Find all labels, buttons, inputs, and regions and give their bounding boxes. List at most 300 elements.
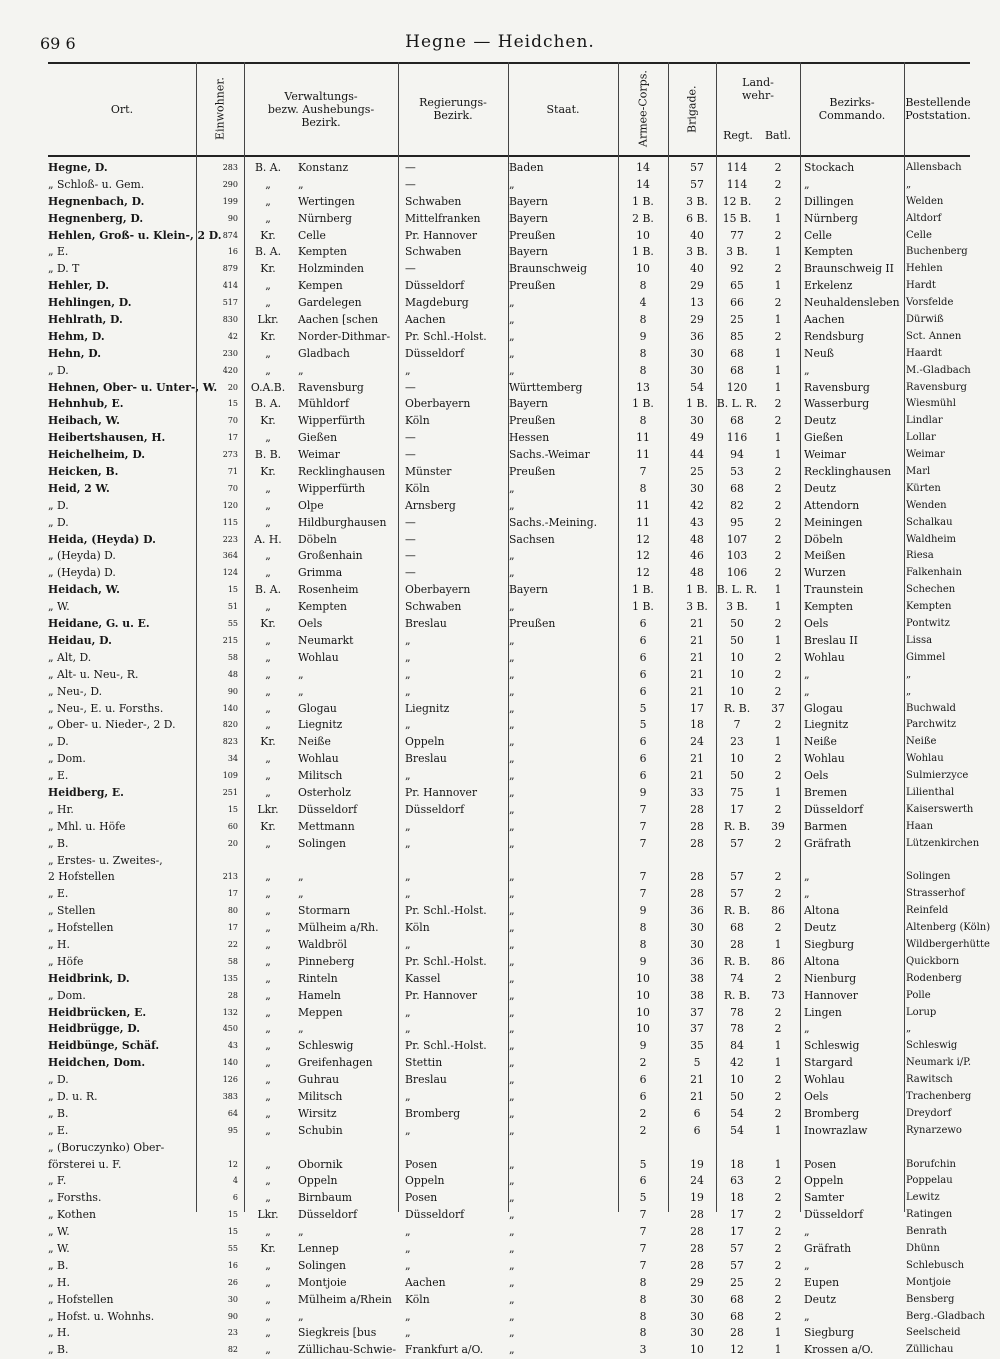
cell-po: Montjoie [906,1276,951,1288]
cell-ort: Heidane, G. u. E. [48,617,150,631]
cell-bz: Stockach [804,161,855,174]
cell-ew: 48 [227,669,238,679]
cell-vab: Kr. [260,465,276,479]
cell-po: Welden [906,195,944,207]
cell-vb: Norder-Dithmar- [298,329,391,343]
cell-po: Sct. Annen [906,330,962,342]
cell-bz: Deutz [804,1292,837,1306]
table-row [48,1309,985,1326]
cell-vab: „ [265,1174,271,1188]
cell-ew: 15 [227,1227,238,1237]
cell-ew: 251 [222,787,238,797]
table-row [48,498,970,515]
cell-ort: „ Dom. [48,988,86,1002]
cell-po: Wildbergerhütte [906,938,990,950]
cell-bg: 37 [690,1022,704,1036]
cell-vab: Kr. [260,329,276,343]
cell-rb: Düsseldorf [405,279,465,293]
cell-rg: 23 [730,735,744,749]
cell-ak: 7 [639,1258,647,1272]
cell-bz: „ [804,1022,810,1036]
cell-st: „ [509,701,515,715]
cell-bg: 21 [690,769,704,783]
cell-bt: 2 [774,870,782,884]
cell-bg: 25 [690,465,704,479]
cell-st: „ [509,1039,515,1053]
cell-vab: „ [265,1073,271,1087]
cell-rg: 84 [730,1039,744,1053]
cell-ew: 42 [227,331,238,341]
cell-st: „ [509,363,515,377]
cell-bz: Wohlau [804,650,845,664]
cell-vb: Stormarn [298,904,351,918]
cell-po: Dreydorf [906,1107,952,1119]
cell-bz: Stargard [804,1056,853,1070]
cell-rb: — [405,549,416,563]
cell-bt: 2 [774,718,782,732]
cell-vab: „ [265,211,271,225]
cell-ak: 10 [636,228,650,242]
cell-bt: 86 [771,954,785,968]
cell-ak: 8 [639,346,647,360]
cell-vab: „ [265,988,271,1002]
cell-vb: Mülheim a/Rhein [298,1292,392,1306]
cell-vab: „ [265,650,271,664]
cell-ew: 115 [222,517,238,527]
cell-bt: 2 [774,296,782,310]
cell-vb: Nürnberg [298,211,352,225]
cell-st: Sachsen [509,532,555,546]
cell-bg: 28 [690,870,704,884]
cell-rg: 78 [730,1022,744,1036]
cell-ak: 6 [639,735,647,749]
cell-st: „ [509,1191,515,1205]
cell-bg: 33 [690,785,704,799]
cell-vab: B. B. [254,448,282,462]
cell-vb: Hameln [298,988,341,1002]
cell-ort: „ Hofstellen [48,1292,114,1306]
cell-ak: 10 [636,262,650,276]
cell-rb: „ [405,1123,411,1137]
cell-rb: Köln [405,414,430,428]
cell-ort: „ H. [48,1275,70,1289]
cell-ort: „ Hofst. u. Wohnhs. [48,1309,155,1323]
cell-rg: 106 [726,566,748,580]
cell-ew: 823 [222,737,238,747]
cell-ew: 20 [227,382,238,392]
table-row [48,1123,970,1140]
cell-bz: Liegnitz [804,718,849,732]
cell-ak: 5 [639,1157,647,1171]
cell-bg: 3 B. [686,245,708,259]
cell-ew: 132 [222,1007,238,1017]
cell-ak: 2 [639,1123,647,1137]
cell-rg: 17 [730,1225,744,1239]
cell-bt: 2 [774,1242,782,1255]
cell-bz: Oels [804,769,829,783]
cell-bz: Kempten [804,245,853,259]
cell-ak: 13 [636,380,650,394]
cell-vab: „ [265,954,271,968]
cell-vb: Solingen [298,1258,347,1272]
cell-ort: Heidach, W. [48,583,120,597]
cell-vb: „ [298,177,304,191]
cell-rg: 65 [730,279,744,293]
cell-bz: Gießen [804,431,844,445]
cell-st: Braunschweig [509,262,587,276]
cell-vb: „ [298,363,304,377]
cell-vab: Kr. [260,262,276,276]
cell-st: Bayern [509,397,548,411]
cell-ew: 80 [227,906,238,916]
cell-po: Falkenhain [906,567,962,579]
cell-st: Württemberg [509,380,583,394]
cell-ak: 10 [636,1022,650,1036]
cell-vab: „ [265,1089,271,1103]
table-row [48,160,970,177]
cell-vb: Konstanz [298,161,349,174]
cell-po: Hehlen [906,263,943,275]
table-row [48,565,970,582]
cell-rg: 68 [730,346,744,360]
cell-rb: „ [405,937,411,951]
table-row [48,954,970,971]
cell-ort: „ D. [48,515,69,529]
cell-vab: „ [265,431,271,445]
table-row [48,380,970,397]
cell-bz: Gräfrath [804,836,852,850]
cell-rb: Oberbayern [405,397,471,411]
cell-ew: 90 [227,686,238,696]
cell-bz: Döbeln [804,532,843,546]
cell-bz: Posen [804,1157,837,1171]
cell-st: „ [509,1275,515,1289]
cell-rb: Köln [405,481,430,495]
cell-bz: „ [804,870,810,884]
cell-ort: Heidbrügge, D. [48,1022,141,1036]
cell-vab: Kr. [260,228,276,242]
cell-bz: „ [804,1225,810,1239]
cell-st: „ [509,633,515,647]
cell-po: Lorup [906,1006,937,1018]
cell-st: „ [509,1326,515,1340]
cell-ak: 7 [639,836,647,850]
cell-ort: Hegnenbach, D. [48,194,145,208]
cell-vb: Glogau [298,701,337,715]
cell-rg: 116 [726,431,748,445]
cell-ew: 383 [222,1091,238,1101]
cell-rb: Düsseldorf [405,1208,465,1222]
cell-ort: „ D. u. R. [48,1089,98,1103]
cell-rb: „ [405,718,411,732]
cell-rg: 57 [730,887,744,901]
cell-rb: Bromberg [405,1106,461,1120]
cell-bt: 1 [774,245,782,259]
cell-rg: 53 [730,465,744,479]
cell-ew: 17 [227,923,238,933]
cell-bz: „ [804,887,810,901]
cell-vb: Militsch [298,769,343,783]
cell-ort: „ B. [48,1343,69,1357]
cell-ak: 6 [639,650,647,664]
table-row [48,1190,970,1207]
table-row [48,667,970,684]
cell-bt: 2 [774,161,782,174]
cell-vab: „ [265,836,271,850]
cell-ew: 517 [222,298,238,308]
cell-rb: „ [405,887,411,901]
cell-bg: 6 [693,1106,701,1120]
cell-ak: 6 [639,617,647,631]
cell-po: Kempten [906,601,952,613]
table-row [48,1072,970,1089]
cell-ort: „ W. [48,600,70,614]
cell-ort: „ E. [48,769,69,783]
table-row [48,1207,970,1224]
cell-vb: Schubin [298,1123,343,1137]
table-row [48,295,970,312]
cell-bg: 21 [690,617,704,631]
cell-po: Polle [906,989,931,1001]
table-row [48,633,970,650]
header-regt: Regt. [723,128,753,142]
table-row [48,413,970,430]
table-row [48,734,970,751]
cell-ort: Hehlrath, D. [48,313,123,327]
cell-ew: 95 [227,1125,238,1135]
cell-bg: 36 [690,329,704,343]
cell-vb: Düsseldorf [298,802,358,816]
cell-po: Buchenberg [906,246,968,258]
cell-ort: „ B. [48,836,69,850]
cell-ew: 15 [227,585,238,595]
cell-st: „ [509,1242,515,1255]
cell-rg: 82 [730,498,744,512]
cell-vb: Mettmann [298,819,355,833]
table-row [48,751,970,768]
cell-ak: 2 B. [632,211,654,225]
table-row [48,853,970,870]
cell-bg: 30 [690,414,704,428]
cell-bz: „ [804,667,810,681]
cell-rg: 95 [730,515,744,529]
cell-vab: O.A.B. [250,380,286,394]
table-row [48,312,970,329]
cell-ew: 290 [222,179,238,189]
cell-po: Ravensburg [906,381,967,393]
table-row [48,261,970,278]
cell-rb: Arnsberg [405,498,456,512]
cell-vb: „ [298,887,304,901]
cell-po: Reinfeld [906,905,949,917]
cell-bt: 2 [774,481,782,495]
cell-ort: Hehlingen, D. [48,296,132,310]
cell-ort: Hehn, D. [48,346,102,360]
cell-rg: 75 [730,785,744,799]
cell-st: „ [509,1208,515,1222]
cell-ort: „ H. [48,1326,70,1340]
cell-ew: 34 [227,754,238,764]
cell-rb: „ [405,684,411,698]
cell-ew: 15 [227,399,238,409]
cell-vb: Pinneberg [298,954,355,968]
cell-rb: „ [405,667,411,681]
cell-ew: 64 [227,1108,238,1118]
cell-ort: „ D. [48,498,69,512]
cell-bg: 28 [690,1225,704,1239]
cell-ew: 51 [227,602,238,612]
cell-st: „ [509,1089,515,1103]
cell-rg: 114 [726,177,748,191]
cell-po: Vorsfelde [906,297,954,309]
cell-vab: „ [265,1258,271,1272]
cell-bg: 43 [690,515,704,529]
table-row [48,532,970,549]
cell-st: „ [509,481,515,495]
cell-po: Dürwiß [906,314,944,326]
cell-ort: „ Ober- u. Nieder-, 2 D. [48,718,176,732]
cell-vb: Weimar [298,448,340,462]
cell-ort: „ D. [48,735,69,749]
cell-po: Pontwitz [906,618,950,630]
cell-vab: „ [265,921,271,935]
cell-vb: Neumarkt [298,633,354,647]
cell-vb: Ravensburg [298,380,364,394]
cell-ak: 5 [639,701,647,715]
cell-ak: 2 [639,1106,647,1120]
cell-vab: B. A. [254,161,282,174]
table-row [48,228,970,245]
cell-bz: Oels [804,617,829,631]
cell-po: Schlebusch [906,1259,965,1271]
cell-po: Weimar [906,449,945,461]
cell-po: Riesa [906,550,934,562]
cell-ort: Heidbünge, Schäf. [48,1039,160,1053]
cell-bg: 21 [690,667,704,681]
cell-rg: 10 [730,1073,744,1087]
cell-vb: Meppen [298,1005,343,1019]
cell-st: „ [509,600,515,614]
cell-ak: 8 [639,921,647,935]
cell-vab: „ [265,346,271,360]
cell-ak: 8 [639,1292,647,1306]
cell-bz: Aachen [804,313,845,327]
cell-vb: Aachen [schen [298,313,379,327]
cell-bg: 54 [690,380,704,394]
cell-ew: 20 [227,838,238,848]
cell-ort: Hegne, D. [48,161,108,174]
cell-rg: R. B. [723,988,751,1002]
cell-bg: 10 [690,1343,704,1357]
table-row [48,1292,970,1309]
cell-ak: 7 [639,870,647,884]
cell-vab: „ [265,296,271,310]
cell-st: „ [509,346,515,360]
table-row [48,869,970,886]
cell-bt: 1 [774,1157,782,1171]
table-row [48,1241,970,1258]
cell-ak: 5 [639,718,647,732]
cell-st: „ [509,296,515,310]
cell-bg: 40 [690,228,704,242]
table-row [48,396,970,413]
cell-rg: 10 [730,667,744,681]
cell-st: Preußen [509,617,556,631]
cell-vb: Osterholz [298,785,351,799]
cell-bg: 30 [690,937,704,951]
cell-ort: „ B. [48,1258,69,1272]
cell-rg: 18 [730,1157,744,1171]
cell-ew: 109 [222,771,238,781]
table-row [48,768,970,785]
cell-vab: „ [265,1309,271,1323]
cell-bg: 29 [690,1275,704,1289]
cell-vb: Wohlau [298,752,339,766]
cell-ak: 10 [636,971,650,985]
cell-ew: 420 [222,365,238,375]
cell-bz: Neiße [804,735,837,749]
cell-st: „ [509,667,515,681]
cell-vab: „ [265,667,271,681]
cell-vb: Gladbach [298,346,350,360]
cell-bt: 2 [774,228,782,242]
cell-st: Preußen [509,414,556,428]
cell-po: Buchwald [906,702,956,714]
cell-ort: Heibertshausen, H. [48,431,166,445]
cell-rg: 78 [730,1005,744,1019]
cell-ew: 17 [227,889,238,899]
cell-ew: 874 [222,230,238,240]
cell-vab: „ [265,701,271,715]
cell-vb: Neiße [298,735,331,749]
cell-bg: 13 [690,296,704,310]
cell-ak: 9 [639,954,647,968]
cell-po: Allensbach [906,162,962,173]
cell-bg: 46 [690,549,704,563]
cell-ak: 7 [639,1225,647,1239]
cell-bz: Kempten [804,600,853,614]
cell-po: Lilienthal [906,786,955,798]
cell-ew: 58 [227,652,238,662]
cell-vab: „ [265,1157,271,1171]
table-row [48,1342,970,1359]
cell-bg: 37 [690,1005,704,1019]
cell-vab: „ [265,566,271,580]
cell-rg: 17 [730,802,744,816]
cell-ort: „ (Heyda) D. [48,549,116,563]
cell-rb: Pr. Schl.-Holst. [405,954,487,968]
cell-ort: Hehlen, Groß- u. Klein-, 2 D. [48,228,222,242]
cell-rg: 54 [730,1106,744,1120]
cell-bz: Inowrazlaw [804,1123,868,1137]
cell-ak: 12 [636,532,650,546]
cell-vab: „ [265,1275,271,1289]
cell-ort: „ W. [48,1225,70,1239]
cell-ew: 140 [222,703,238,713]
cell-po: Hardt [906,280,936,292]
cell-ort: Heid, 2 W. [48,481,110,495]
cell-vb: Wirsitz [298,1106,337,1120]
cell-rb: „ [405,769,411,783]
cell-bt: 2 [774,1022,782,1036]
cell-rb: Oppeln [405,1174,445,1188]
cell-rb: — [405,262,416,276]
cell-ew: 120 [222,500,238,510]
cell-bg: 48 [690,532,704,546]
cell-vb: „ [298,1225,304,1239]
cell-ort: Heidbrücken, E. [48,1005,147,1019]
cell-bg: 21 [690,650,704,664]
